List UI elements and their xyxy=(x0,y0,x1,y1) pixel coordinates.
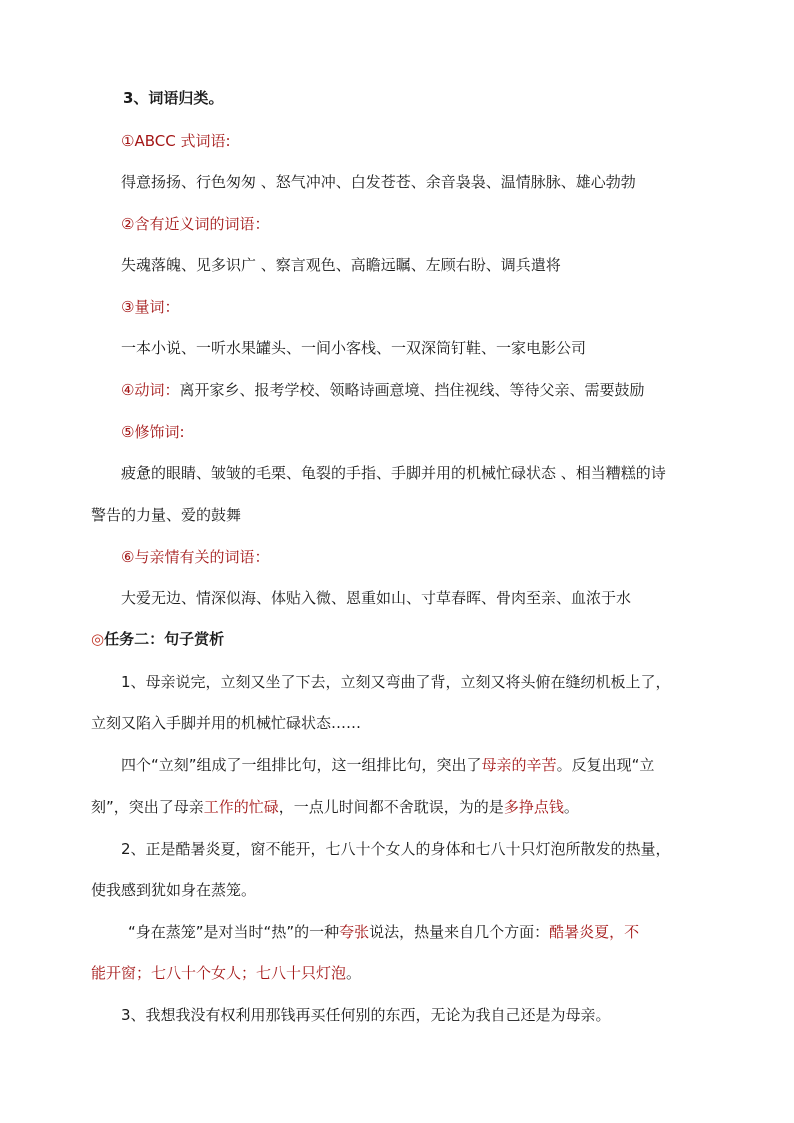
analysis-highlight: 多挣点钱 xyxy=(503,798,564,816)
category-measure-word-words: 一本小说、一听水果罐头、一间小客栈、一双深筒钉鞋、一家电影公司 xyxy=(121,339,587,357)
category-verb-label: ④动词： xyxy=(121,381,180,399)
task-2-bullet-icon: ◎ xyxy=(91,630,105,648)
analysis-highlight: 夸张 xyxy=(339,923,370,941)
category-synonym-words: 失魂落魄、见多识广 、察言观色、高瞻远瞩、左顾右盼、调兵遣将 xyxy=(121,256,561,274)
category-verb-line xyxy=(121,379,794,401)
category-abcc-label: ①ABCC 式词语: xyxy=(121,132,231,150)
analysis-text: 。反复出现“立 xyxy=(556,756,655,774)
analysis-text: ，一点儿时间都不舍耽误，为的是 xyxy=(278,798,504,816)
sentence-2-analysis-line2 xyxy=(91,962,794,984)
analysis-text: 。 xyxy=(346,964,362,982)
category-family-words: 大爱无边、情深似海、体贴入微、恩重如山、寸草春晖、骨肉至亲、血浓于水 xyxy=(121,589,632,607)
sentence-1-line1: 1、母亲说完，立刻又坐了下去，立刻又弯曲了背，立刻又将头俯在缝纫机板上了， xyxy=(121,673,671,691)
sentence-3-line1: 3、我想我没有权利用那钱再买任何别的东西，无论为我自己还是为母亲。 xyxy=(121,1006,611,1024)
task-2-title: 任务二：句子赏析 xyxy=(104,630,225,648)
category-modifier-label: ⑤修饰词: xyxy=(121,423,185,441)
category-synonym-label: ②含有近义词的词语： xyxy=(121,215,270,233)
task-2-heading xyxy=(91,628,794,650)
analysis-text: 四个“立刻”组成了一组排比句，这一组排比句，突出了 xyxy=(121,756,482,774)
analysis-highlight: 酷暑炎夏，不 xyxy=(549,923,640,941)
analysis-text: 说法，热量来自几个方面： xyxy=(369,923,550,941)
analysis-highlight: 工作的忙碌 xyxy=(203,798,279,816)
analysis-highlight: 母亲的辛苦 xyxy=(481,756,557,774)
category-modifier-words-line1: 疲惫的眼睛、皱皱的毛栗、龟裂的手指、手脚并用的机械忙碌状态 、相当糟糕的诗 xyxy=(121,464,666,482)
sentence-2-line1: 2、正是酷暑炎夏，窗不能开，七八十个女人的身体和七八十只灯泡所散发的热量， xyxy=(121,840,671,858)
sentence-1-line2: 立刻又陷入手脚并用的机械忙碌状态…… xyxy=(91,714,362,732)
sentence-2-analysis-line1 xyxy=(128,921,794,943)
sentence-2-line2: 使我感到犹如身在蒸笼。 xyxy=(91,881,257,899)
sentence-1-analysis-line2 xyxy=(91,796,794,818)
analysis-text: 。 xyxy=(563,798,579,816)
analysis-text: “身在蒸笼”是对当时“热”的一种 xyxy=(128,923,340,941)
section-3-title: 3、词语归类。 xyxy=(123,89,224,107)
category-measure-word-label: ③量词： xyxy=(121,298,180,316)
category-modifier-words-line2: 警告的力量、爱的鼓舞 xyxy=(91,506,242,524)
analysis-text: 刻”，突出了母亲 xyxy=(91,798,204,816)
category-family-label: ⑥与亲情有关的词语： xyxy=(121,548,270,566)
category-verb-words: 离开家乡、报考学校、领略诗画意境、挡住视线、等待父亲、需要鼓励 xyxy=(179,381,645,399)
sentence-1-analysis-line1 xyxy=(121,754,794,776)
category-abcc-words: 得意扬扬、行色匆匆 、怒气冲冲、白发苍苍、余音袅袅、温情脉脉、雄心勃勃 xyxy=(121,173,636,191)
analysis-highlight: 能开窗；七八十个女人；七八十只灯泡 xyxy=(91,964,347,982)
